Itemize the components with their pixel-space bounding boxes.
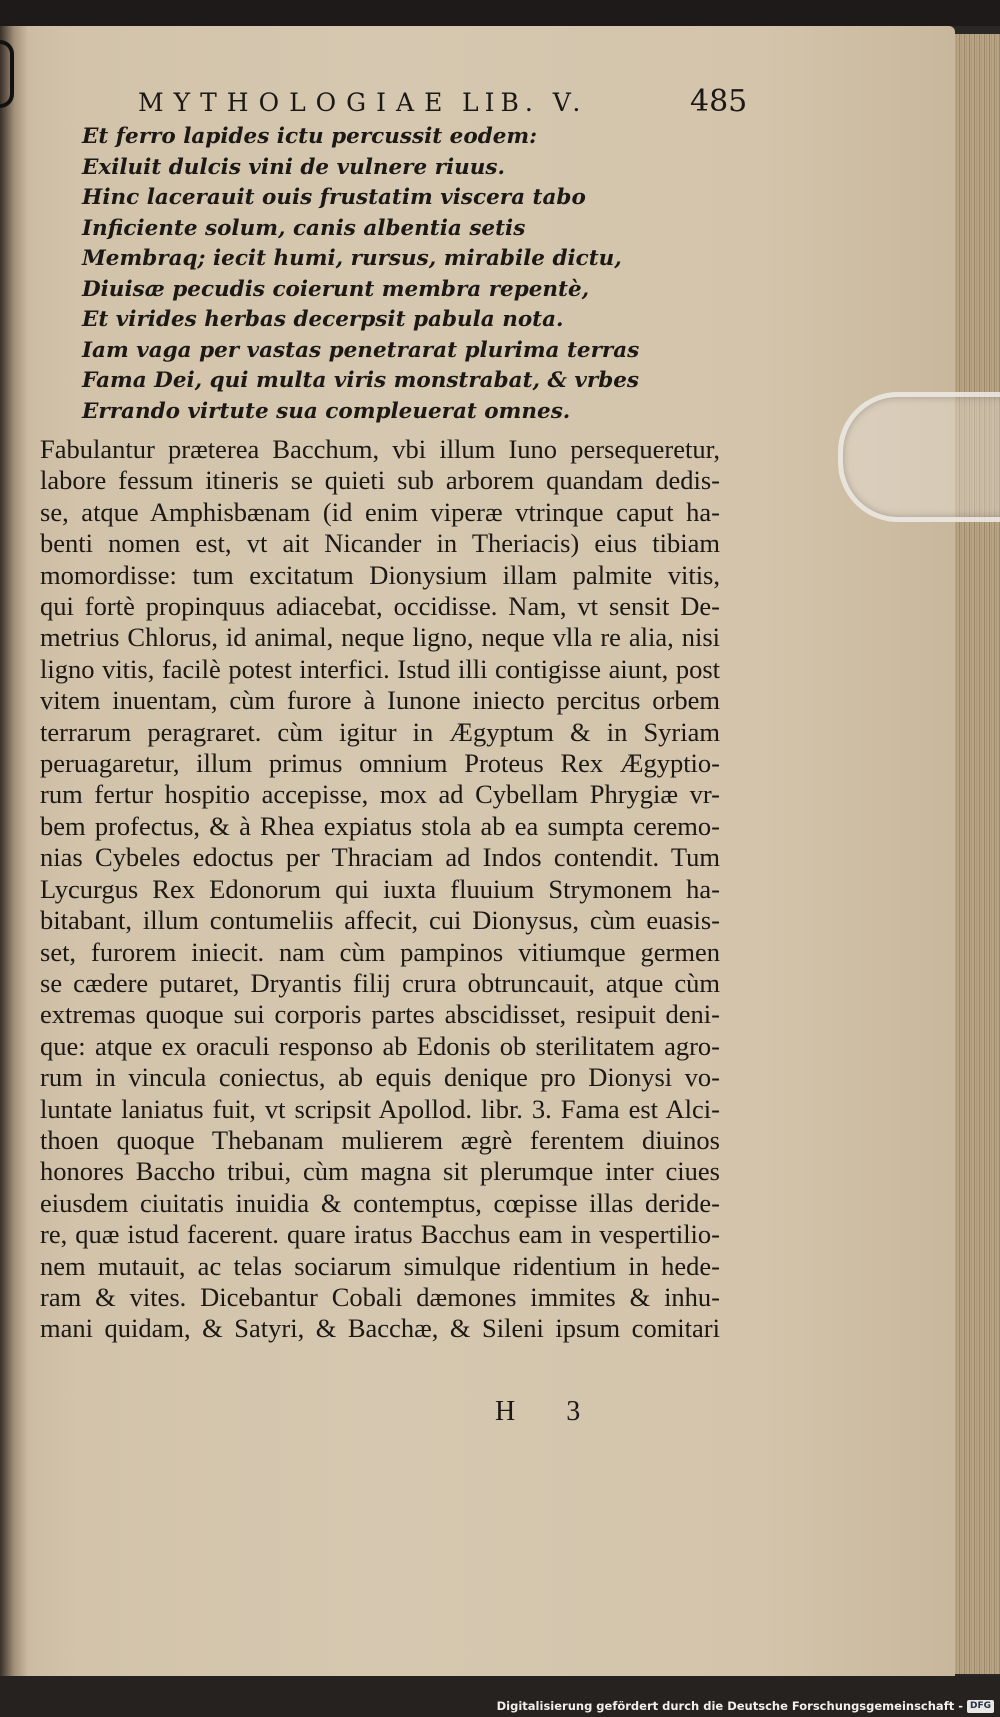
prose-line: terrarum peragraret. cùm igitur in Ægyptum & in Syriam: [40, 716, 720, 747]
prose-line: ram & vites. Dicebantur Cobali dæmones immites & inhu-: [40, 1281, 720, 1312]
scan-top-border: [0, 0, 1000, 26]
verse-line: Iam vaga per vastas penetrarat plurima terras: [82, 337, 640, 363]
binding-ring: [0, 40, 14, 108]
digitization-credit: [497, 1698, 994, 1714]
running-title: MYTHOLOGIAE: [138, 88, 453, 117]
binding-shadow: [0, 26, 28, 1676]
page-edges: [955, 34, 1000, 1674]
prose-line: nem mutauit, ac telas sociarum simulque ridentium in hede-: [40, 1250, 720, 1281]
dfg-logo: DFG: [967, 1700, 994, 1713]
prose-line: bitabant, illum contumeliis affecit, cui Dionysus, cùm euasis-: [40, 905, 720, 936]
prose-line: Lycurgus Rex Edonorum qui iuxta fluuium Strymonem ha-: [40, 873, 720, 904]
prose-line: set, furorem iniecit. nam cùm pampinos vitiumque germen: [40, 936, 720, 967]
prose-line: que: atque ex oraculi responso ab Edonis ob sterilitatem agro-: [40, 1030, 720, 1061]
verse-line: Hinc lacerauit ouis frustatim viscera tabo: [82, 185, 586, 210]
prose-line: peruagaretur, illum primus omnium Proteus Rex Ægyptio-: [40, 748, 720, 779]
prose-line: benti nomen est, vt ait Nicander in Theriacis) eius tibiam: [40, 528, 720, 559]
prose-line: honores Baccho tribui, cùm magna sit plerumque inter ciues: [40, 1156, 720, 1187]
verse-line: Et virides herbas decerpsit pabula nota.: [82, 307, 564, 332]
prose-line: nias Cybeles edoctus per Thraciam ad Indos contendit. Tum: [40, 842, 720, 873]
prose-block: [40, 434, 720, 1345]
prose-line: re, quæ istud facerent. quare iratus Bacchus eam in vespertilio-: [40, 1219, 720, 1250]
prose-line: thoen quoque Thebanam mulierem ægrè ferentem diuinos: [40, 1124, 720, 1155]
prose-line: mani quidam, & Satyri, & Bacchæ, & Sileni ipsum comitari: [40, 1313, 720, 1344]
prose-line: vitem inuentam, cùm furore à Iunone iniecto percitus orbem: [40, 685, 720, 716]
prose-line: momordisse: tum excitatum Dionysium illam palmite vitis,: [40, 559, 720, 590]
prose-line: se cædere putaret, Dryantis filij crura obtruncauit, atque cùm: [40, 967, 720, 998]
prose-line: metrius Chlorus, id animal, neque ligno, neque vlla re alia, nisi: [40, 622, 720, 653]
prose-line: extremas quoque sui corporis partes abscidisset, resipuit deni-: [40, 999, 720, 1030]
verse-line: Fama Dei, qui multa viris monstrabat, & vrbes: [82, 368, 640, 393]
signature-mark: H 3: [495, 1396, 603, 1427]
page-number: 485: [690, 84, 748, 119]
prose-line: qui fortè propinquus adiacebat, occidisse. Nam, vt sensit De-: [40, 591, 720, 622]
prose-line: se, atque Amphisbænam (id enim viperæ vtrinque caput ha-: [40, 496, 720, 527]
prose-line: eiusdem ciuitatis inuidia & contemptus, cœpisse illas deride-: [40, 1187, 720, 1218]
prose-line: rum in vincula coniectus, ab equis denique pro Dionysi vo-: [40, 1062, 720, 1093]
prose-line: rum fertur hospitio accepisse, mox ad Cybellam Phrygiæ vr-: [40, 779, 720, 810]
verse-line: Inficiente solum, canis albentia setis: [82, 215, 526, 241]
prose-line: labore fessum itineris se quieti sub arborem quandam dedis-: [40, 465, 720, 496]
verse-line: Et ferro lapides ictu percussit eodem:: [82, 124, 538, 149]
page-clip: [838, 392, 1000, 522]
prose-line: Fabulantur præterea Bacchum, vbi illum Iuno persequeretur,: [40, 434, 720, 464]
verse-line: Exiluit dulcis vini de vulnere riuus.: [82, 154, 506, 180]
credit-text: Digitalisierung gefördert durch die Deutsche Forschungsgemeinschaft -: [496, 1699, 963, 1713]
prose-line: bem profectus, & à Rhea expiatus stola ab ea sumpta ceremo-: [40, 810, 720, 841]
verse-line: Diuisæ pecudis coierunt membra repentè,: [82, 276, 590, 302]
prose-line: ligno vitis, facilè potest interfici. Istud illi contigisse aiunt, post: [40, 653, 720, 684]
verse-line: Membraq; iecit humi, rursus, mirabile dictu,: [82, 246, 622, 271]
verse-block: [82, 122, 722, 427]
book-number: LIB. V.: [462, 88, 587, 117]
verse-line: Errando virtute sua compleuerat omnes.: [82, 398, 571, 424]
prose-line: luntate laniatus fuit, vt scripsit Apollod. libr. 3. Fama est Alci-: [40, 1093, 720, 1124]
